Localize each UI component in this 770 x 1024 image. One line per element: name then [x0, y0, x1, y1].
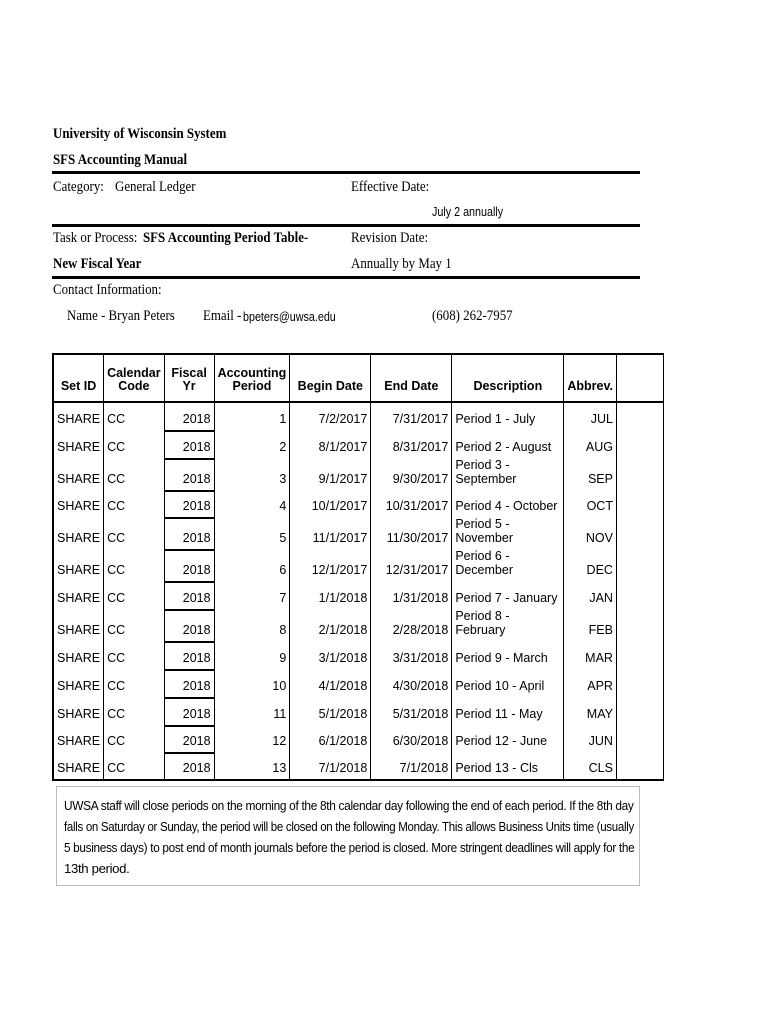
cell-accounting-period: 6 — [214, 549, 290, 581]
cell-calendar-code: CC — [104, 581, 165, 609]
cell-set-id: SHARE — [53, 725, 104, 753]
note-line: 5 business days) to post end of month journals before the period is closed. More stringent deadlines will apply for the — [64, 840, 635, 855]
cell-begin-date: 1/1/2018 — [290, 581, 371, 609]
column-header-end-date — [371, 354, 452, 402]
cell-accounting-period: 3 — [214, 458, 290, 490]
cell-fiscal-yr: 2018 — [164, 581, 214, 609]
cell-abbrev: MAR — [564, 641, 617, 669]
cell-fiscal-yr: 2018 — [164, 517, 214, 549]
column-header-blank — [616, 354, 663, 402]
column-header-abbrev — [564, 354, 617, 402]
cell-begin-date: 9/1/2017 — [290, 458, 371, 490]
cell-accounting-period: 9 — [214, 641, 290, 669]
column-header-text: Set ID — [60, 378, 97, 393]
cell-blank — [616, 581, 663, 609]
note-line: 13th period. — [64, 861, 130, 876]
cell-description: Period 7 - January — [452, 581, 564, 609]
column-header-accounting-period — [214, 354, 290, 402]
cell-end-date: 10/31/2017 — [371, 490, 452, 518]
cell-end-date: 1/31/2018 — [371, 581, 452, 609]
cell-calendar-code: CC — [104, 641, 165, 669]
cell-blank — [616, 490, 663, 518]
cell-begin-date: 11/1/2017 — [290, 517, 371, 549]
cell-accounting-period: 2 — [214, 430, 290, 458]
cell-calendar-code: CC — [104, 697, 165, 725]
cell-calendar-code: CC — [104, 430, 165, 458]
manual-title: SFS Accounting Manual — [53, 152, 188, 168]
contact-name: Name - Bryan Peters — [67, 308, 175, 324]
cell-end-date: 7/1/2018 — [371, 752, 452, 780]
cell-accounting-period: 5 — [214, 517, 290, 549]
cell-description: Period 2 - August — [452, 430, 564, 458]
cell-description: Period 9 - March — [452, 641, 564, 669]
cell-fiscal-yr: 2018 — [164, 430, 214, 458]
cell-description: Period 12 - June — [452, 725, 564, 753]
cell-fiscal-yr: 2018 — [164, 490, 214, 518]
cell-begin-date: 12/1/2017 — [290, 549, 371, 581]
cell-blank — [616, 430, 663, 458]
cell-blank — [616, 641, 663, 669]
cell-begin-date: 2/1/2018 — [290, 609, 371, 641]
revision-date-value: Annually by May 1 — [351, 256, 452, 272]
cell-fiscal-yr: 2018 — [164, 402, 214, 430]
cell-end-date: 11/30/2017 — [371, 517, 452, 549]
table-row — [53, 402, 663, 430]
cell-description: Period 11 - May — [452, 697, 564, 725]
table-row — [53, 641, 663, 669]
cell-calendar-code: CC — [104, 669, 165, 697]
cell-blank — [616, 458, 663, 490]
cell-blank — [616, 752, 663, 780]
effective-date-label: Effective Date: — [351, 179, 430, 195]
cell-blank — [616, 609, 663, 641]
cell-calendar-code: CC — [104, 490, 165, 518]
cell-calendar-code: CC — [104, 458, 165, 490]
cell-accounting-period: 13 — [214, 752, 290, 780]
table-row — [53, 752, 663, 780]
table-row — [53, 669, 663, 697]
cell-begin-date: 3/1/2018 — [290, 641, 371, 669]
cell-accounting-period: 4 — [214, 490, 290, 518]
cell-abbrev: APR — [564, 669, 617, 697]
cell-calendar-code: CC — [104, 609, 165, 641]
cell-description: Period 13 - Cls — [452, 752, 564, 780]
column-header-fiscal-yr — [164, 354, 214, 402]
cell-set-id: SHARE — [53, 669, 104, 697]
org-name: University of Wisconsin System — [53, 126, 227, 142]
cell-end-date: 6/30/2018 — [371, 725, 452, 753]
cell-end-date: 9/30/2017 — [371, 458, 452, 490]
note-line: falls on Saturday or Sunday, the period will be closed on the following Monday. This allows Business Units time (usually — [64, 819, 634, 834]
cell-calendar-code: CC — [104, 752, 165, 780]
cell-abbrev: JUN — [564, 725, 617, 753]
cell-abbrev: JUL — [564, 402, 617, 430]
cell-fiscal-yr: 2018 — [164, 752, 214, 780]
table-row — [53, 697, 663, 725]
column-header-text: Calendar — [107, 365, 161, 380]
column-header-text: Description — [473, 378, 543, 393]
phone-number: (608) 262-7957 — [432, 308, 513, 324]
cell-end-date: 5/31/2018 — [371, 697, 452, 725]
cell-begin-date: 4/1/2018 — [290, 669, 371, 697]
column-header-text: Begin Date — [297, 378, 363, 393]
cell-begin-date: 10/1/2017 — [290, 490, 371, 518]
column-header-description — [452, 354, 564, 402]
cell-calendar-code: CC — [104, 517, 165, 549]
cell-description: Period 1 - July — [452, 402, 564, 430]
cell-begin-date: 5/1/2018 — [290, 697, 371, 725]
cell-accounting-period: 11 — [214, 697, 290, 725]
cell-abbrev: NOV — [564, 517, 617, 549]
column-header-text: Abbrev. — [567, 378, 613, 393]
cell-set-id: SHARE — [53, 458, 104, 490]
cell-end-date: 2/28/2018 — [371, 609, 452, 641]
cell-accounting-period: 1 — [214, 402, 290, 430]
cell-abbrev: JAN — [564, 581, 617, 609]
table-row — [53, 517, 663, 549]
cell-begin-date: 6/1/2018 — [290, 725, 371, 753]
cell-end-date: 8/31/2017 — [371, 430, 452, 458]
cell-set-id: SHARE — [53, 490, 104, 518]
task-value: SFS Accounting Period Table- — [143, 230, 309, 246]
cell-end-date: 3/31/2018 — [371, 641, 452, 669]
category-value: General Ledger — [115, 179, 196, 195]
column-header-calendar-code — [104, 354, 165, 402]
task-label: Task or Process: — [53, 230, 138, 246]
column-header-text: Accounting — [217, 365, 287, 380]
note-line: UWSA staff will close periods on the morning of the 8th calendar day following the end of each period. If the 8th day — [64, 798, 634, 813]
cell-accounting-period: 12 — [214, 725, 290, 753]
cell-fiscal-yr: 2018 — [164, 609, 214, 641]
table-header-row — [53, 354, 663, 402]
cell-abbrev: CLS — [564, 752, 617, 780]
cell-end-date: 4/30/2018 — [371, 669, 452, 697]
cell-set-id: SHARE — [53, 581, 104, 609]
task-value-2: New Fiscal Year — [53, 256, 142, 272]
cell-description: Period 3 - September — [452, 458, 564, 490]
column-header-text: Period — [232, 378, 272, 393]
table-row — [53, 581, 663, 609]
cell-description: Period 4 - October — [452, 490, 564, 518]
cell-end-date: 7/31/2017 — [371, 402, 452, 430]
cell-calendar-code: CC — [104, 402, 165, 430]
column-header-begin-date — [290, 354, 371, 402]
cell-set-id: SHARE — [53, 697, 104, 725]
cell-calendar-code: CC — [104, 725, 165, 753]
cell-blank — [616, 669, 663, 697]
cell-begin-date: 7/2/2017 — [290, 402, 371, 430]
accounting-period-table — [52, 353, 664, 781]
table-row — [53, 609, 663, 641]
header-rule-bottom — [52, 276, 640, 279]
cell-description: Period 6 - December — [452, 549, 564, 581]
table-row — [53, 490, 663, 518]
cell-description: Period 10 - April — [452, 669, 564, 697]
cell-abbrev: FEB — [564, 609, 617, 641]
column-header-set-id — [53, 354, 104, 402]
cell-blank — [616, 402, 663, 430]
cell-blank — [616, 697, 663, 725]
cell-calendar-code: CC — [104, 549, 165, 581]
column-header-text: Fiscal Yr — [171, 365, 207, 393]
cell-accounting-period: 7 — [214, 581, 290, 609]
cell-end-date: 12/31/2017 — [371, 549, 452, 581]
cell-begin-date: 7/1/2018 — [290, 752, 371, 780]
cell-accounting-period: 8 — [214, 609, 290, 641]
cell-abbrev: MAY — [564, 697, 617, 725]
effective-date-value: July 2 annually — [432, 205, 504, 219]
cell-fiscal-yr: 2018 — [164, 641, 214, 669]
column-header-text: Code — [118, 378, 150, 393]
cell-blank — [616, 549, 663, 581]
cell-description: Period 8 - February — [452, 609, 564, 641]
cell-abbrev: SEP — [564, 458, 617, 490]
revision-date-label: Revision Date: — [351, 230, 429, 246]
cell-set-id: SHARE — [53, 430, 104, 458]
cell-fiscal-yr: 2018 — [164, 725, 214, 753]
cell-abbrev: OCT — [564, 490, 617, 518]
header-rule-top — [52, 171, 640, 174]
cell-abbrev: DEC — [564, 549, 617, 581]
category-label: Category: — [53, 179, 104, 195]
closing-policy-note — [56, 786, 640, 886]
cell-fiscal-yr: 2018 — [164, 549, 214, 581]
contact-label: Contact Information: — [53, 282, 162, 298]
cell-fiscal-yr: 2018 — [164, 669, 214, 697]
cell-blank — [616, 517, 663, 549]
cell-set-id: SHARE — [53, 752, 104, 780]
email-value[interactable]: bpeters@uwsa.edu — [243, 310, 336, 324]
email-label: Email - — [203, 308, 242, 324]
cell-set-id: SHARE — [53, 609, 104, 641]
cell-fiscal-yr: 2018 — [164, 458, 214, 490]
cell-set-id: SHARE — [53, 517, 104, 549]
cell-blank — [616, 725, 663, 753]
header-rule-mid — [52, 224, 640, 227]
table-row — [53, 549, 663, 581]
cell-set-id: SHARE — [53, 402, 104, 430]
cell-accounting-period: 10 — [214, 669, 290, 697]
cell-begin-date: 8/1/2017 — [290, 430, 371, 458]
table-row — [53, 430, 663, 458]
cell-set-id: SHARE — [53, 549, 104, 581]
table-row — [53, 458, 663, 490]
cell-abbrev: AUG — [564, 430, 617, 458]
cell-fiscal-yr: 2018 — [164, 697, 214, 725]
column-header-text: End Date — [384, 378, 439, 393]
table-body — [53, 402, 663, 780]
table-row — [53, 725, 663, 753]
cell-set-id: SHARE — [53, 641, 104, 669]
cell-description: Period 5 - November — [452, 517, 564, 549]
